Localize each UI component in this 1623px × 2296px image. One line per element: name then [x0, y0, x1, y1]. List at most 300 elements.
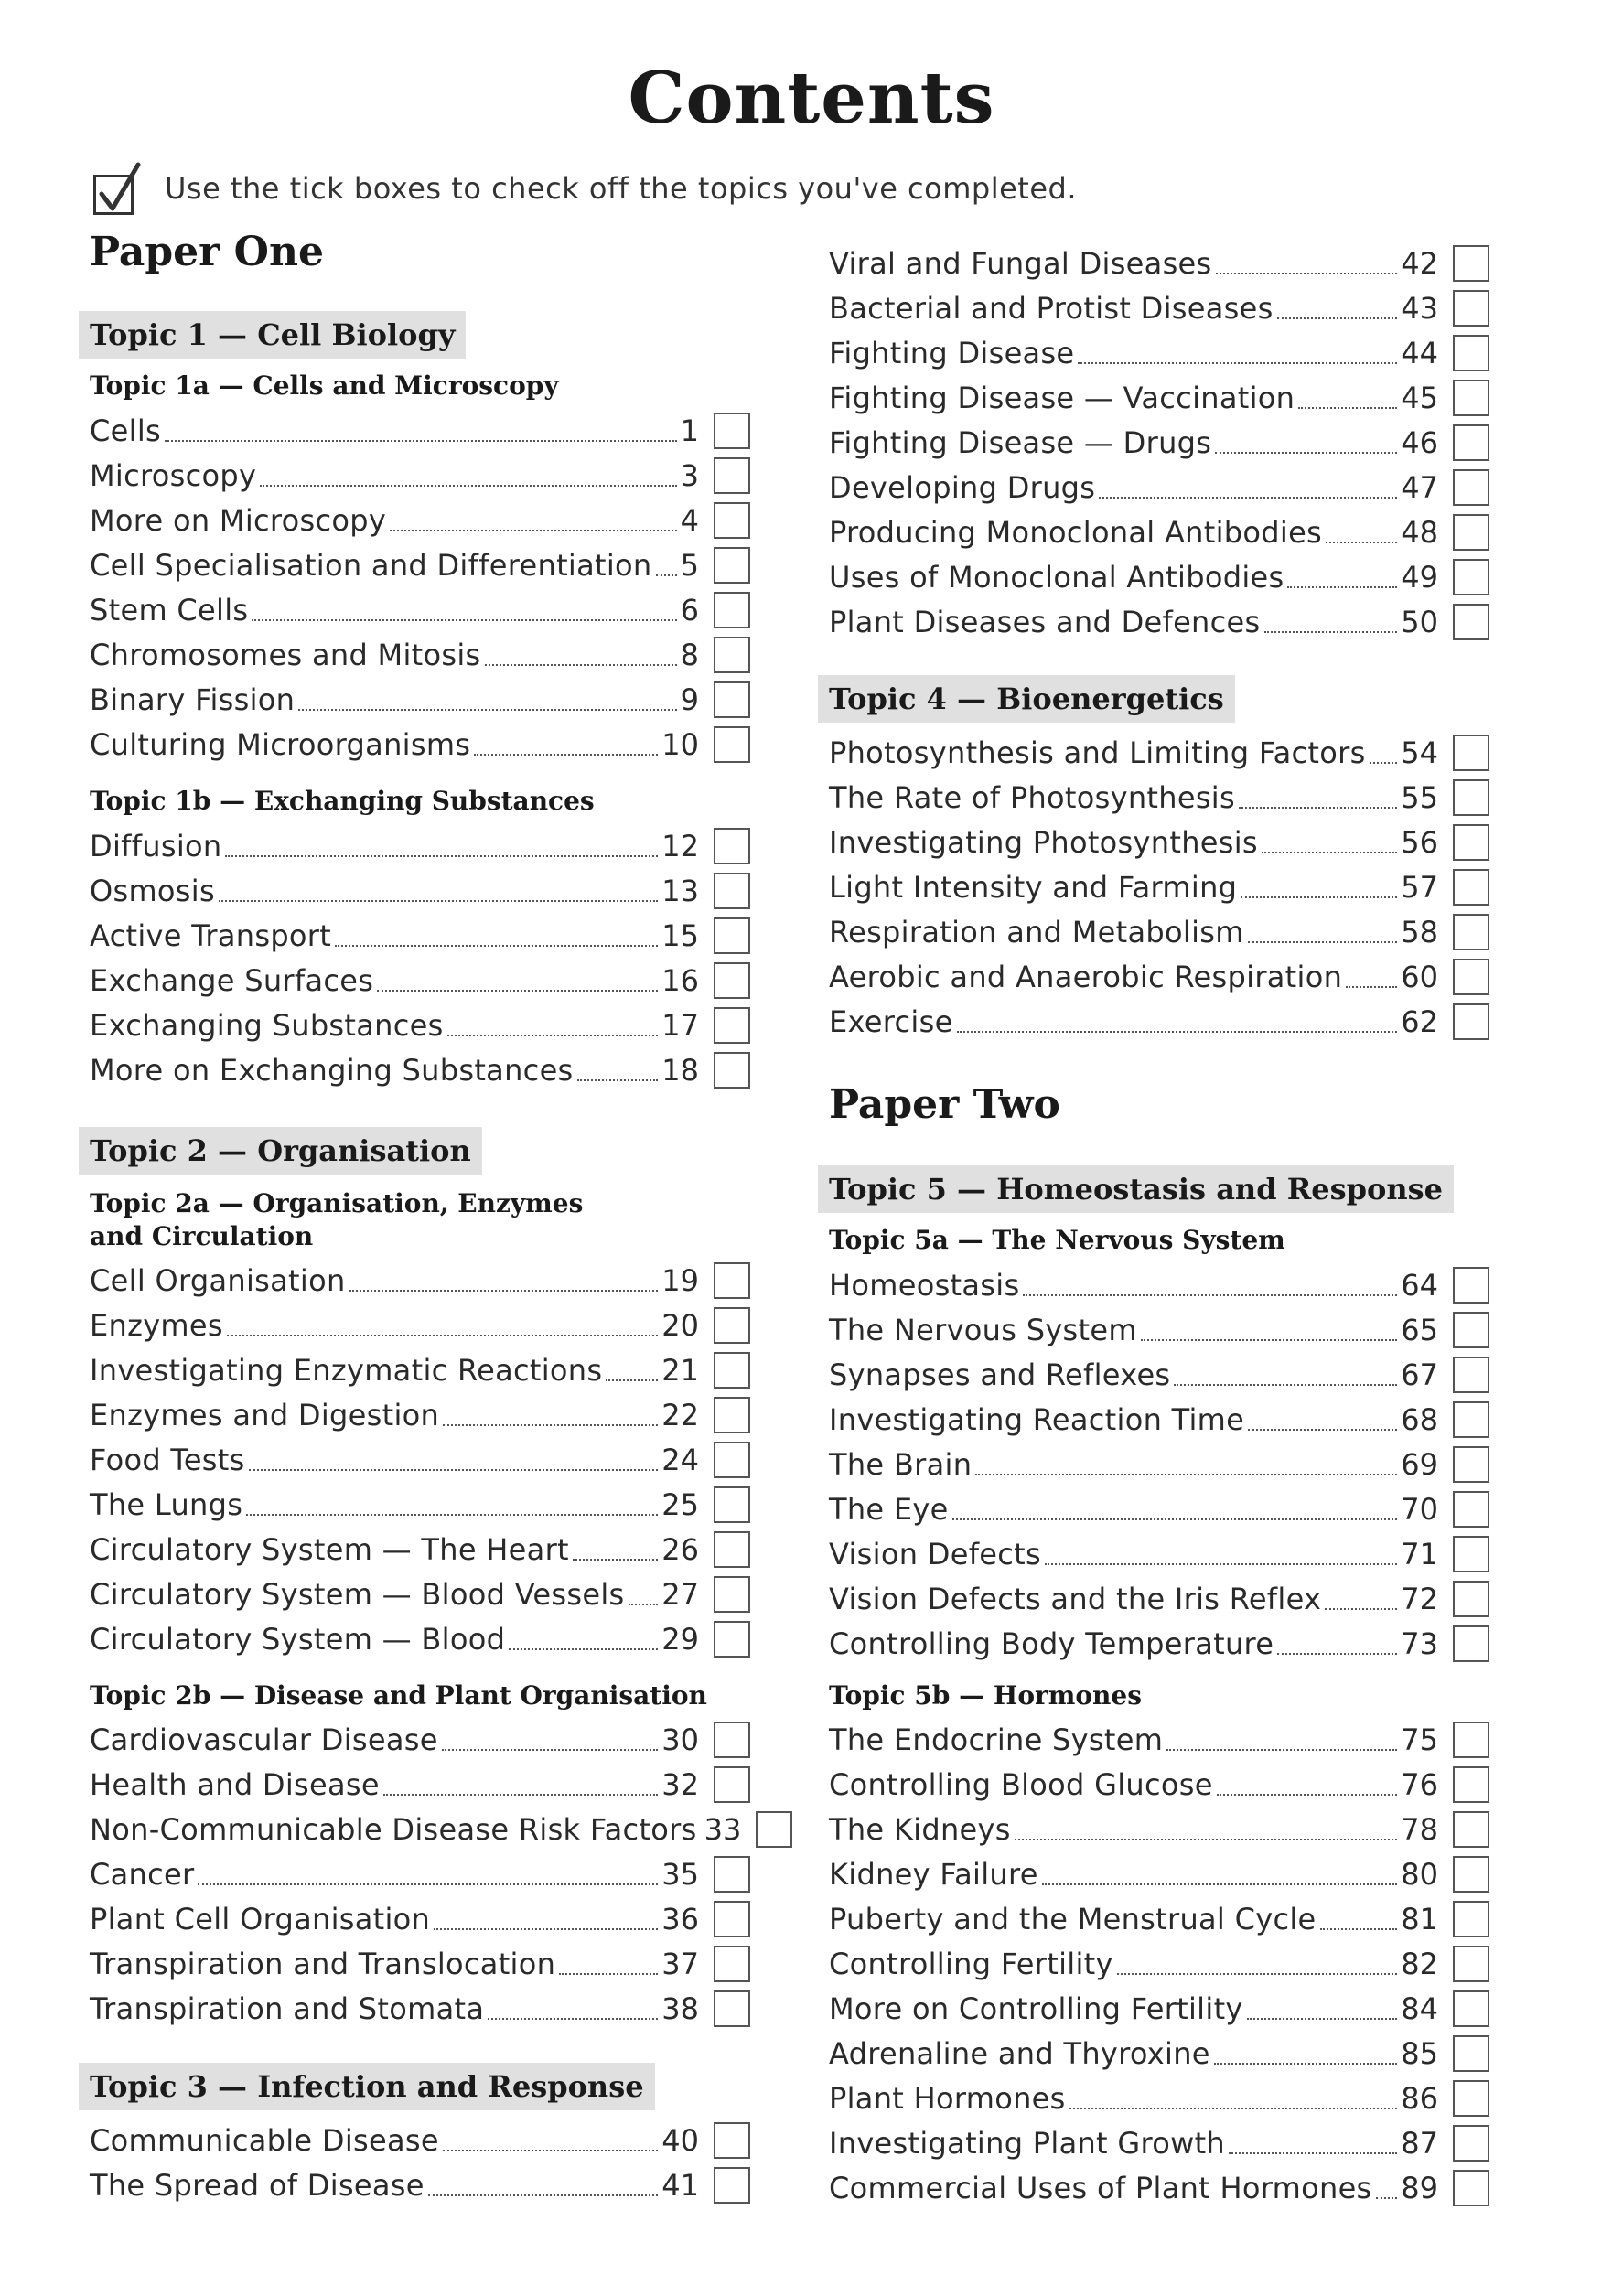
page-number: 42 — [1401, 245, 1438, 281]
dot-leader — [1370, 762, 1398, 764]
page-number: 72 — [1401, 1581, 1438, 1616]
tick-box[interactable] — [714, 1007, 750, 1044]
tick-box[interactable] — [714, 1856, 750, 1893]
entry-title: Non-Communicable Disease Risk Factors — [90, 1811, 697, 1847]
page-number: 84 — [1401, 1990, 1438, 2026]
tick-box[interactable] — [1453, 1446, 1489, 1483]
dot-leader — [260, 485, 676, 487]
page-number: 32 — [661, 1766, 699, 1802]
page-number: 45 — [1401, 380, 1438, 415]
page-number: 68 — [1401, 1401, 1438, 1437]
tick-box[interactable] — [1453, 1357, 1489, 1393]
dot-leader — [509, 1648, 658, 1650]
topic-2b-entry — [90, 1986, 750, 2031]
entry-title: Fighting Disease — Vaccination — [829, 380, 1295, 415]
entry-title: The Eye — [829, 1491, 949, 1527]
tick-box[interactable] — [714, 2167, 750, 2204]
dot-leader — [1069, 2108, 1398, 2109]
tick-box[interactable] — [1453, 290, 1489, 327]
tick-box[interactable] — [1453, 1581, 1489, 1617]
dot-leader — [1117, 1973, 1398, 1975]
dot-leader — [1264, 631, 1398, 633]
topic-1b-entry — [90, 1047, 750, 1092]
tick-box[interactable] — [1453, 1811, 1489, 1848]
dot-leader — [252, 619, 676, 621]
tick-box[interactable] — [714, 1990, 750, 2027]
page-number: 85 — [1401, 2035, 1438, 2071]
topic-2-heading: Topic 2 — Organisation — [79, 1127, 482, 1175]
dot-leader — [488, 2018, 658, 2020]
topic-2a-entry — [90, 1482, 750, 1527]
page-number: 22 — [661, 1397, 699, 1432]
dot-leader — [485, 664, 677, 666]
page-number: 35 — [661, 1856, 699, 1892]
tick-box[interactable] — [1453, 869, 1489, 906]
tick-box[interactable] — [714, 1307, 750, 1344]
dot-leader — [383, 1794, 658, 1796]
dot-leader — [1277, 317, 1398, 319]
page-number: 13 — [661, 873, 699, 908]
tick-box[interactable] — [1453, 469, 1489, 506]
page-number: 89 — [1401, 2170, 1438, 2205]
topic-5b-entry — [829, 1717, 1489, 1762]
entry-title: Plant Diseases and Defences — [829, 604, 1261, 639]
tick-box[interactable] — [1453, 1312, 1489, 1348]
tick-box[interactable] — [1453, 1946, 1489, 1982]
entry-title: Active Transport — [90, 917, 332, 953]
dot-leader — [1078, 362, 1397, 364]
entry-title: The Kidneys — [829, 1811, 1011, 1847]
dot-leader — [443, 2150, 658, 2151]
dot-leader — [1023, 1294, 1397, 1296]
topic-2a-entry — [90, 1572, 750, 1616]
page-number: 82 — [1401, 1946, 1438, 1981]
page-number: 26 — [661, 1531, 699, 1567]
topic-1a-entry — [90, 498, 750, 542]
dot-leader — [1277, 1653, 1397, 1655]
entry-title: Cancer — [90, 1856, 195, 1892]
entry-title: Kidney Failure — [829, 1856, 1038, 1892]
page-number: 6 — [680, 592, 699, 628]
topic-3-cont-entry — [829, 241, 1489, 285]
dot-leader — [1216, 273, 1398, 274]
entry-title: Controlling Fertility — [829, 1946, 1113, 1981]
tick-box[interactable] — [714, 1722, 750, 1758]
dot-leader — [1045, 1563, 1397, 1565]
page-number: 20 — [661, 1307, 699, 1343]
topic-1a-entry — [90, 408, 750, 453]
topic-5b-entry — [829, 1896, 1489, 1941]
page-number: 5 — [680, 547, 699, 583]
page-number: 18 — [661, 1052, 699, 1088]
dot-leader — [225, 855, 658, 857]
tick-box[interactable] — [714, 1531, 750, 1568]
dot-leader — [1248, 1429, 1397, 1431]
entry-title: Exchange Surfaces — [90, 962, 374, 998]
page-number: 80 — [1401, 1856, 1438, 1892]
page-number: 47 — [1401, 469, 1438, 505]
tick-box[interactable] — [1453, 735, 1489, 771]
tick-box[interactable] — [1453, 1267, 1489, 1304]
dot-leader — [957, 1031, 1398, 1033]
page-number: 76 — [1401, 1766, 1438, 1802]
topic-1b-entry — [90, 1003, 750, 1047]
page-number: 1 — [680, 413, 699, 448]
page-number: 9 — [680, 681, 699, 717]
topic-3-cont-entry — [829, 554, 1489, 599]
entry-title: Enzymes and Digestion — [90, 1397, 440, 1432]
tick-box[interactable] — [1453, 1990, 1489, 2027]
topic-2b-heading: Topic 2b — Disease and Plant Organisation — [90, 1680, 707, 1711]
tick-box[interactable] — [1453, 1491, 1489, 1528]
entry-title: Puberty and the Menstrual Cycle — [829, 1901, 1317, 1937]
page-number: 8 — [680, 637, 699, 672]
dot-leader — [1248, 941, 1398, 943]
page-number: 44 — [1401, 335, 1438, 370]
tick-box[interactable] — [1453, 1722, 1489, 1758]
tick-box[interactable] — [1453, 914, 1489, 950]
tick-box[interactable] — [714, 1486, 750, 1523]
dot-leader — [335, 945, 658, 947]
dot-leader — [442, 1749, 659, 1751]
tick-box[interactable] — [714, 681, 750, 718]
entry-title: The Rate of Photosynthesis — [829, 779, 1235, 815]
tick-box[interactable] — [714, 1262, 750, 1299]
tick-box[interactable] — [714, 1621, 750, 1658]
entry-title: Homeostasis — [829, 1267, 1020, 1303]
entry-title: Plant Cell Organisation — [90, 1901, 431, 1937]
page-number: 54 — [1401, 735, 1438, 770]
tick-box[interactable] — [714, 1901, 750, 1937]
tick-box[interactable] — [1453, 2035, 1489, 2072]
tick-box[interactable] — [714, 413, 750, 449]
page-number: 41 — [661, 2167, 699, 2203]
topic-3-cont-entry — [829, 375, 1489, 420]
entry-title: Vision Defects and the Iris Reflex — [829, 1581, 1322, 1616]
entry-title: Aerobic and Anaerobic Respiration — [829, 959, 1343, 994]
topic-4-heading: Topic 4 — Bioenergetics — [818, 675, 1235, 723]
topic-2b-entry — [90, 1762, 750, 1807]
dot-leader — [434, 1928, 658, 1930]
topic-3-cont-entry — [829, 285, 1489, 330]
page-number: 12 — [661, 828, 699, 864]
page-number: 24 — [661, 1442, 699, 1477]
topic-2b-entry — [90, 1851, 750, 1896]
topic-5b-entry — [829, 1762, 1489, 1807]
topic-2a-heading-line1: Topic 2a — Organisation, Enzymes — [90, 1188, 584, 1218]
dot-leader — [606, 1379, 658, 1381]
checkmark-icon — [92, 157, 147, 218]
tick-box[interactable] — [714, 502, 750, 539]
tick-box[interactable] — [756, 1811, 792, 1848]
entry-title: Osmosis — [90, 873, 215, 908]
entry-title: Circulatory System — Blood — [90, 1621, 506, 1657]
page-number: 50 — [1401, 604, 1438, 639]
topic-2b-entry — [90, 1807, 750, 1851]
entry-title: Photosynthesis and Limiting Factors — [829, 735, 1366, 770]
topic-2b-entry — [90, 1717, 750, 1762]
tick-box[interactable] — [1453, 604, 1489, 640]
topic-2a-entry — [90, 1527, 750, 1572]
page-number: 10 — [661, 726, 699, 762]
topic-1a-heading: Topic 1a — Cells and Microscopy — [90, 370, 559, 401]
topic-1b-entry — [90, 823, 750, 868]
topic-5a-entry — [829, 1621, 1489, 1666]
tick-box[interactable] — [714, 1946, 750, 1982]
entry-title: The Endocrine System — [829, 1722, 1164, 1757]
entry-title: Exercise — [829, 1003, 953, 1039]
entry-title: Communicable Disease — [90, 2122, 439, 2158]
dot-leader — [1326, 542, 1397, 543]
dot-leader — [559, 1973, 658, 1975]
tick-box[interactable] — [714, 547, 750, 584]
page-number: 48 — [1401, 514, 1438, 550]
topic-1b-entry — [90, 868, 750, 913]
page-number: 4 — [680, 502, 699, 538]
topic-1a-entry — [90, 632, 750, 677]
topic-3-heading: Topic 3 — Infection and Response — [79, 2063, 655, 2110]
tick-box[interactable] — [1453, 559, 1489, 595]
topic-2b-entry — [90, 1896, 750, 1941]
dot-leader — [349, 1290, 659, 1292]
page-number: 87 — [1401, 2125, 1438, 2161]
tick-box[interactable] — [1453, 2125, 1489, 2162]
entry-title: Binary Fission — [90, 681, 296, 717]
page-number: 49 — [1401, 559, 1438, 595]
topic-5b-entry — [829, 2031, 1489, 2076]
entry-title: Investigating Plant Growth — [829, 2125, 1226, 2161]
page-number: 46 — [1401, 424, 1438, 460]
dot-leader — [1247, 2018, 1398, 2020]
topic-1a-entry — [90, 542, 750, 587]
entry-title: Cell Specialisation and Differentiation — [90, 547, 652, 583]
entry-title: Chromosomes and Mitosis — [90, 637, 481, 672]
page-number: 56 — [1401, 824, 1438, 860]
entry-title: Vision Defects — [829, 1536, 1041, 1572]
page-number: 36 — [661, 1901, 699, 1937]
dot-leader — [1376, 2197, 1398, 2199]
topic-5b-entry — [829, 2076, 1489, 2120]
tick-box[interactable] — [714, 1576, 750, 1613]
entry-title: Developing Drugs — [829, 469, 1096, 505]
page-number: 58 — [1401, 914, 1438, 950]
entry-title: Commercial Uses of Plant Hormones — [829, 2170, 1372, 2205]
tick-box[interactable] — [714, 1052, 750, 1089]
topic-2a-entry — [90, 1347, 750, 1392]
tick-box[interactable] — [1453, 335, 1489, 371]
dot-leader — [298, 709, 676, 711]
dot-leader — [165, 440, 677, 442]
tick-box[interactable] — [1453, 245, 1489, 282]
dot-leader — [219, 900, 658, 902]
topic-5b-heading: Topic 5b — Hormones — [829, 1680, 1142, 1711]
tick-box[interactable] — [1453, 1901, 1489, 1937]
page-number: 62 — [1401, 1003, 1438, 1039]
topic-1-heading: Topic 1 — Cell Biology — [79, 311, 466, 359]
dot-leader — [1214, 2063, 1398, 2065]
dot-leader — [1217, 1794, 1398, 1796]
topic-3-cont-entry — [829, 420, 1489, 465]
topic-3-cont-entry — [829, 599, 1489, 644]
entry-title: Fighting Disease — [829, 335, 1075, 370]
tick-box[interactable] — [714, 1766, 750, 1803]
topic-3-cont-entry — [829, 465, 1489, 510]
entry-title: Microscopy — [90, 457, 257, 493]
dot-leader — [1229, 2152, 1397, 2154]
entry-title: Light Intensity and Farming — [829, 869, 1238, 905]
topic-3-entry — [90, 2162, 750, 2207]
dot-leader — [377, 990, 658, 992]
dot-leader — [1099, 497, 1397, 499]
page-number: 19 — [661, 1262, 699, 1298]
topic-5b-entry — [829, 1851, 1489, 1896]
topic-1b-entry — [90, 913, 750, 958]
entry-title: More on Controlling Fertility — [829, 1990, 1243, 2026]
tick-box[interactable] — [714, 1397, 750, 1433]
tick-box[interactable] — [1453, 1766, 1489, 1803]
dot-leader — [1346, 986, 1397, 988]
page-number: 25 — [661, 1486, 699, 1522]
topic-5b-entry — [829, 2120, 1489, 2165]
entry-title: Plant Hormones — [829, 2080, 1066, 2116]
page-number: 65 — [1401, 1312, 1438, 1347]
page-number: 78 — [1401, 1811, 1438, 1847]
tick-box[interactable] — [714, 637, 750, 673]
topic-4-entry — [829, 864, 1489, 909]
entry-title: Controlling Body Temperature — [829, 1625, 1274, 1661]
entry-title: Food Tests — [90, 1442, 245, 1477]
topic-4-entry — [829, 999, 1489, 1044]
topic-2a-entry — [90, 1258, 750, 1303]
tick-box[interactable] — [1453, 959, 1489, 995]
dot-leader — [1174, 1384, 1397, 1386]
dot-leader — [1215, 452, 1397, 454]
topic-5a-entry — [829, 1397, 1489, 1442]
tick-box[interactable] — [1453, 1856, 1489, 1893]
entry-title: Respiration and Metabolism — [829, 914, 1244, 950]
tick-box[interactable] — [1453, 1625, 1489, 1662]
tick-box[interactable] — [714, 917, 750, 954]
entry-title: Controlling Blood Glucose — [829, 1766, 1213, 1802]
dot-leader — [1241, 896, 1397, 898]
tick-box[interactable] — [714, 828, 750, 864]
topic-4-entry — [829, 954, 1489, 999]
topic-1a-entry — [90, 453, 750, 498]
entry-title: Cells — [90, 413, 161, 448]
tick-box[interactable] — [1453, 2170, 1489, 2206]
entry-title: Producing Monoclonal Antibodies — [829, 514, 1323, 550]
dot-leader — [1320, 1928, 1398, 1930]
topic-5b-entry — [829, 1807, 1489, 1851]
page-number: 15 — [661, 917, 699, 953]
tick-box[interactable] — [714, 592, 750, 628]
topic-5a-entry — [829, 1486, 1489, 1531]
tick-box[interactable] — [714, 1352, 750, 1389]
topic-4-entry — [829, 909, 1489, 954]
tick-box[interactable] — [1453, 1003, 1489, 1040]
instruction-row — [93, 161, 1077, 216]
page-number: 29 — [661, 1621, 699, 1657]
topic-1b-entry — [90, 958, 750, 1003]
tick-box[interactable] — [714, 726, 750, 763]
topic-5a-entry — [829, 1352, 1489, 1397]
tick-box[interactable] — [1453, 779, 1489, 816]
entry-title: The Spread of Disease — [90, 2167, 425, 2203]
page-number: 3 — [680, 457, 699, 493]
topic-5a-entry — [829, 1307, 1489, 1352]
topic-5a-entry — [829, 1531, 1489, 1576]
entry-title: Cardiovascular Disease — [90, 1722, 438, 1757]
entry-title: Bacterial and Protist Diseases — [829, 290, 1274, 326]
dot-leader — [1298, 407, 1397, 409]
tick-box[interactable] — [1453, 380, 1489, 416]
tick-box[interactable] — [1453, 514, 1489, 551]
entry-title: Investigating Photosynthesis — [829, 824, 1258, 860]
entry-title: The Nervous System — [829, 1312, 1137, 1347]
tick-box[interactable] — [714, 2122, 750, 2159]
dot-leader — [227, 1335, 658, 1336]
topic-2a-entry — [90, 1303, 750, 1347]
page-number: 57 — [1401, 869, 1438, 905]
entry-title: The Brain — [829, 1446, 973, 1482]
entry-title: Exchanging Substances — [90, 1007, 444, 1043]
paper-one-heading: Paper One — [90, 229, 324, 275]
tick-box[interactable] — [714, 457, 750, 494]
entry-title: Stem Cells — [90, 592, 249, 628]
topic-5b-entry — [829, 1986, 1489, 2031]
page-title: Contents — [628, 57, 995, 140]
topic-5a-entry — [829, 1262, 1489, 1307]
tick-box[interactable] — [1453, 424, 1489, 461]
page-number: 27 — [661, 1576, 699, 1612]
page-number: 75 — [1401, 1722, 1438, 1757]
entry-title: Investigating Enzymatic Reactions — [90, 1352, 603, 1388]
entry-title: Transpiration and Translocation — [90, 1946, 556, 1981]
topic-2a-heading-line2: and Circulation — [90, 1221, 314, 1251]
tick-box[interactable] — [714, 1442, 750, 1478]
topic-5a-entry — [829, 1576, 1489, 1621]
topic-5b-entry — [829, 1941, 1489, 1986]
page-number: 33 — [704, 1811, 742, 1847]
tick-box[interactable] — [1453, 824, 1489, 861]
page-number: 71 — [1401, 1536, 1438, 1572]
dot-leader — [1262, 852, 1397, 853]
tick-box[interactable] — [1453, 1536, 1489, 1572]
tick-box[interactable] — [1453, 2080, 1489, 2117]
entry-title: Investigating Reaction Time — [829, 1401, 1245, 1437]
tick-box[interactable] — [714, 962, 750, 999]
page-number: 37 — [661, 1946, 699, 1981]
tick-box[interactable] — [714, 873, 750, 909]
entry-title: Fighting Disease — Drugs — [829, 424, 1212, 460]
entry-title: Transpiration and Stomata — [90, 1990, 485, 2026]
page-number: 69 — [1401, 1446, 1438, 1482]
page-number: 40 — [661, 2122, 699, 2158]
topic-4-entry — [829, 775, 1489, 820]
dot-leader — [474, 754, 658, 756]
topic-5a-heading: Topic 5a — The Nervous System — [829, 1225, 1285, 1255]
topic-3-entry — [90, 2118, 750, 2162]
page-number: 43 — [1401, 290, 1438, 326]
topic-4-entry — [829, 820, 1489, 864]
page-number: 60 — [1401, 959, 1438, 994]
entry-title: Cell Organisation — [90, 1262, 346, 1298]
dot-leader — [1042, 1883, 1398, 1885]
dot-leader — [249, 1469, 659, 1471]
page-number: 67 — [1401, 1357, 1438, 1392]
tick-box[interactable] — [1453, 1401, 1489, 1438]
dot-leader — [1239, 807, 1397, 809]
